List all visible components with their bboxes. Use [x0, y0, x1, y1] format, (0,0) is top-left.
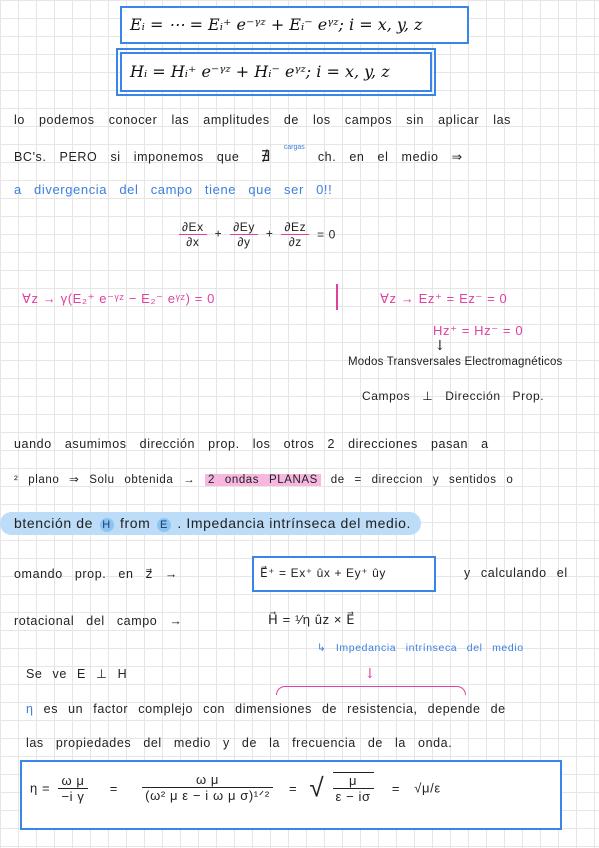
- modes-subtitle: Campos ⊥ Dirección Prop.: [362, 389, 545, 403]
- heading-from: from: [120, 515, 151, 531]
- eta-line-1-text: es un factor complejo con dimensiones de resistencia, depende de: [43, 702, 506, 716]
- sqrt-sign: √: [309, 772, 325, 803]
- eta-eq-3: =: [391, 780, 401, 796]
- equation-h: Hᵢ = Hᵢ⁺ e⁻ᵞᶻ + Hᵢ⁻ eᵞᶻ; i = x, y, z: [130, 62, 390, 81]
- paragraph-2-line-2: [14, 472, 513, 486]
- rotational-equation: H⃗ = ¹⁄η ûz × E⃗: [268, 612, 356, 627]
- p2-line2-text-b: de = direccion y sentidos o: [330, 474, 514, 486]
- condition-divider: [336, 284, 338, 310]
- paragraph-2-line-1: uando asumimos dirección prop. los otros 2 direcciones pasan a: [14, 437, 489, 451]
- paragraph-1-line-3: a divergencia del campo tiene que ser 0!!: [14, 182, 333, 197]
- brace-arrow-icon: ↓: [364, 666, 376, 682]
- eta-simplified: √μ/ε: [414, 780, 441, 796]
- plane-waves-highlight: 2 ondas PLANAS: [205, 474, 321, 486]
- frac-dex-dx: $\frac{\partial Ex}{\partial x}$: [179, 220, 207, 249]
- brace: [276, 686, 466, 695]
- cargas-superscript: cargas: [283, 144, 305, 151]
- eta-frac-2: $\frac{\text{ω μ}}{\text{(ω² μ ε − i ω μ σ)¹ᐟ²}}$: [142, 772, 273, 804]
- field-expression: E⃗⁺ = Ex⁺ ûx + Ey⁺ ûy: [260, 566, 386, 580]
- condition-right-h: Hz⁺ = Hz⁻ = 0: [433, 323, 524, 338]
- tomando-text: omando prop. en z⃗ →: [14, 567, 178, 581]
- field-expression-box: [252, 556, 436, 592]
- paragraph-1-line-2: [14, 144, 463, 165]
- frac-dey-dy: $\frac{\partial Ey}{\partial y}$: [230, 220, 258, 249]
- heading-text-b: . Impedancia intrínseca del medio.: [177, 515, 412, 531]
- eta-frac-1: $\frac{\text{ω μ}}{\text{−i γ}}$: [58, 773, 87, 804]
- eta-eq-1: =: [109, 780, 118, 796]
- condition-left: ∀z → γ(E₂⁺ e⁻ᵞᶻ − E₂⁻ eᵞᶻ) = 0: [22, 291, 216, 306]
- equation-e: Eᵢ = ⋯ = Eᵢ⁺ e⁻ᵞᶻ + Eᵢ⁻ eᵞᶻ; i = x, y, z: [130, 15, 423, 34]
- paragraph-1-line-1: lo podemos conocer las amplitudes de los campos sin aplicar las: [14, 113, 512, 127]
- condition-right-e: ∀z → Ez⁺ = Ez⁻ = 0: [380, 291, 508, 306]
- eta-lhs: η =: [30, 780, 51, 796]
- eta-frac-3: $\frac{\mu}{\varepsilon - i\sigma}$: [333, 772, 374, 804]
- frac-dez-dz: $\frac{\partial Ez}{\partial z}$: [281, 220, 309, 249]
- equation-box-e: [120, 6, 469, 44]
- divergence-equation: $\frac{\partial Ex}{\partial x}$ + $\frac{\partial Ey}{\partial y}$ + $\frac{\partial Ez}{\partial z}$ = 0: [175, 220, 336, 249]
- p2-line2-text-a: ² plano ⇒ Solu obtenida →: [14, 474, 196, 486]
- eta-eq-2: =: [289, 780, 298, 796]
- heading-h-circle: H: [100, 518, 114, 532]
- equation-box-h: [120, 52, 432, 92]
- divergence-rhs: = 0: [317, 227, 336, 242]
- eta-equation: [30, 772, 441, 804]
- p1-line2-text-a: BC's. PERO si imponemos que: [14, 150, 240, 164]
- section-heading: [0, 512, 421, 535]
- perpendicular-note: Se ve E ⊥ H: [26, 667, 128, 681]
- tomando-tail: y calculando el: [464, 566, 568, 580]
- eta-symbol: η: [26, 702, 34, 716]
- modes-title: Modos Transversales Electromagnéticos: [348, 356, 563, 368]
- eta-line-1: [26, 702, 506, 716]
- heading-e-circle: E: [157, 518, 171, 532]
- rotational-text: rotacional del campo →: [14, 614, 183, 628]
- no-charge-symbol: ∄: [260, 148, 271, 165]
- section-heading-highlight: [0, 512, 421, 535]
- impedance-note: ↳ Impedancia intrínseca del medio: [317, 642, 524, 654]
- down-arrow-icon: ↓: [434, 338, 446, 354]
- heading-text-a: btención de: [14, 515, 93, 531]
- p1-line2-text-b: ch. en el medio ⇒: [317, 150, 463, 164]
- eta-equation-box: [20, 760, 562, 830]
- eta-line-2: las propiedades del medio y de la frecuencia de la onda.: [26, 736, 453, 750]
